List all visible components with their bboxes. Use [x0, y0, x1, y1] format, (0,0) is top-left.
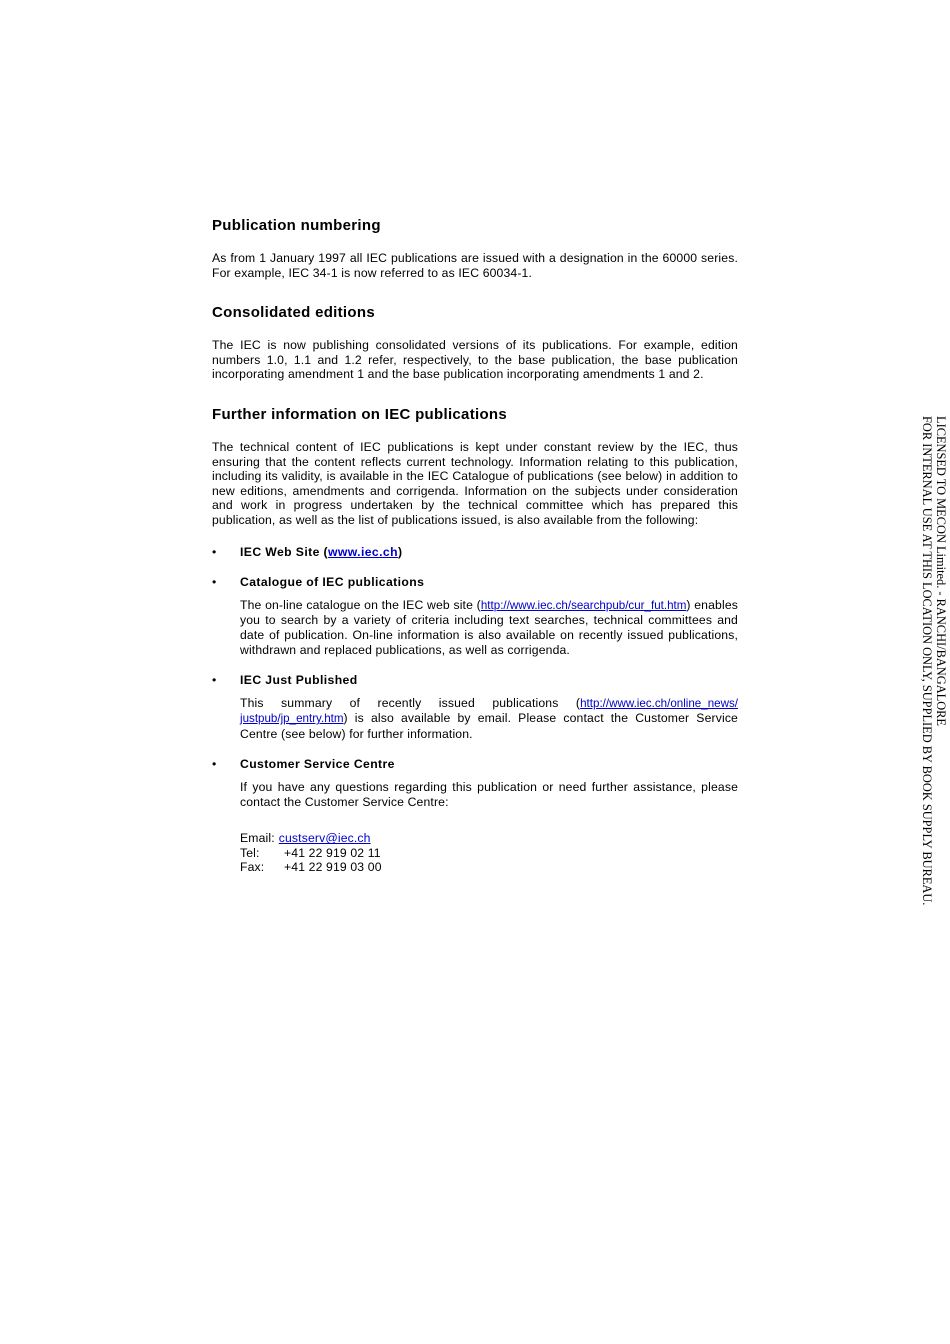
contact-email-row — [240, 831, 738, 846]
heading-consolidated-editions: Consolidated editions — [212, 304, 375, 322]
bullet-customer-service — [212, 757, 738, 772]
web-site-link[interactable]: www.iec.ch — [328, 544, 398, 559]
paragraph-consolidated-editions: The IEC is now publishing consolidated versions of its publications. For example, edition numbers 1.0, 1.1 and 1.2 refer, respectively, to the base publication, the base publication incorporating amendment 1 and the base publication incorporating amendments 1 and 2. — [212, 338, 738, 382]
bullet-marker: • — [212, 757, 217, 772]
just-published-text-before: This summary of recently issued publications ( — [240, 695, 581, 710]
catalogue-description — [240, 598, 738, 657]
heading-further-information: Further information on IEC publications — [212, 405, 508, 423]
catalogue-label: Catalogue of IEC publications — [240, 575, 425, 590]
contact-details — [240, 831, 738, 875]
page-content — [212, 216, 738, 875]
contact-fax-row — [240, 860, 738, 875]
catalogue-text-after: ) enables you to search by a variety of criteria including text searches, technical committees and date of publication. On-line information is also available on recently issued publications, withdrawn and replaced publications, as well as corrigenda. — [240, 597, 738, 657]
paragraph-publication-numbering: As from 1 January 1997 all IEC publications are issued with a designation in the 60000 series. For example, IEC 34-1 is now referred to as IEC 60034-1. — [212, 251, 738, 280]
catalogue-text-before: The on-line catalogue on the IEC web site ( — [240, 597, 481, 612]
bullet-marker: • — [212, 544, 217, 559]
just-published-link[interactable]: http://www.iec.ch/online_news/ justpub/jp_entry.htm — [240, 696, 738, 726]
customer-service-description: If you have any questions regarding this publication or need further assistance, please contact the Customer Service Centre: — [240, 780, 738, 809]
email-link[interactable]: custserv@iec.ch — [278, 831, 371, 846]
web-site-label: IEC Web Site ( — [240, 544, 328, 559]
fax-value: +41 22 919 03 00 — [284, 860, 382, 875]
watermark-line-2: FOR INTERNAL USE AT THIS LOCATION ONLY, SUPPLIED BY BOOK SUPPLY BUREAU. — [920, 416, 934, 906]
just-published-description — [240, 696, 738, 742]
just-published-label: IEC Just Published — [240, 673, 358, 688]
watermark-text — [920, 416, 948, 932]
email-label: Email: — [240, 831, 275, 846]
contact-tel-row — [240, 846, 738, 861]
bullet-marker: • — [212, 575, 217, 590]
fax-label: Fax: — [240, 860, 265, 875]
bullet-catalogue — [212, 575, 738, 590]
bullet-web-site — [212, 545, 738, 560]
web-site-close-paren: ) — [397, 544, 403, 559]
bullet-marker: • — [212, 673, 217, 688]
bullet-just-published — [212, 673, 738, 688]
license-watermark — [918, 416, 948, 932]
watermark-line-1: LICENSED TO MECON Limited. - RANCHI/BANGALORE — [934, 416, 948, 726]
catalogue-link[interactable]: http://www.iec.ch/searchpub/cur_fut.htm — [480, 598, 687, 612]
just-published-text-after: ) is also available by email. Please contact the Customer Service Centre (see below) for further information. — [240, 711, 738, 741]
tel-value: +41 22 919 02 11 — [284, 845, 381, 860]
heading-publication-numbering: Publication numbering — [212, 217, 381, 234]
paragraph-further-information: The technical content of IEC publications is kept under constant review by the IEC, thus ensuring that the content reflects current technology. Information relating to this publication, including its validity, is available in the IEC Catalogue of publications (see below) in addition to new editions, amendments and corrigenda. Information on the subjects under consideration and work in progress undertaken by the technical committee which has prepared this publication, as well as the list of publications issued, is also available from the following: — [212, 439, 738, 527]
tel-label: Tel: — [240, 845, 260, 860]
customer-service-label: Customer Service Centre — [240, 757, 395, 772]
